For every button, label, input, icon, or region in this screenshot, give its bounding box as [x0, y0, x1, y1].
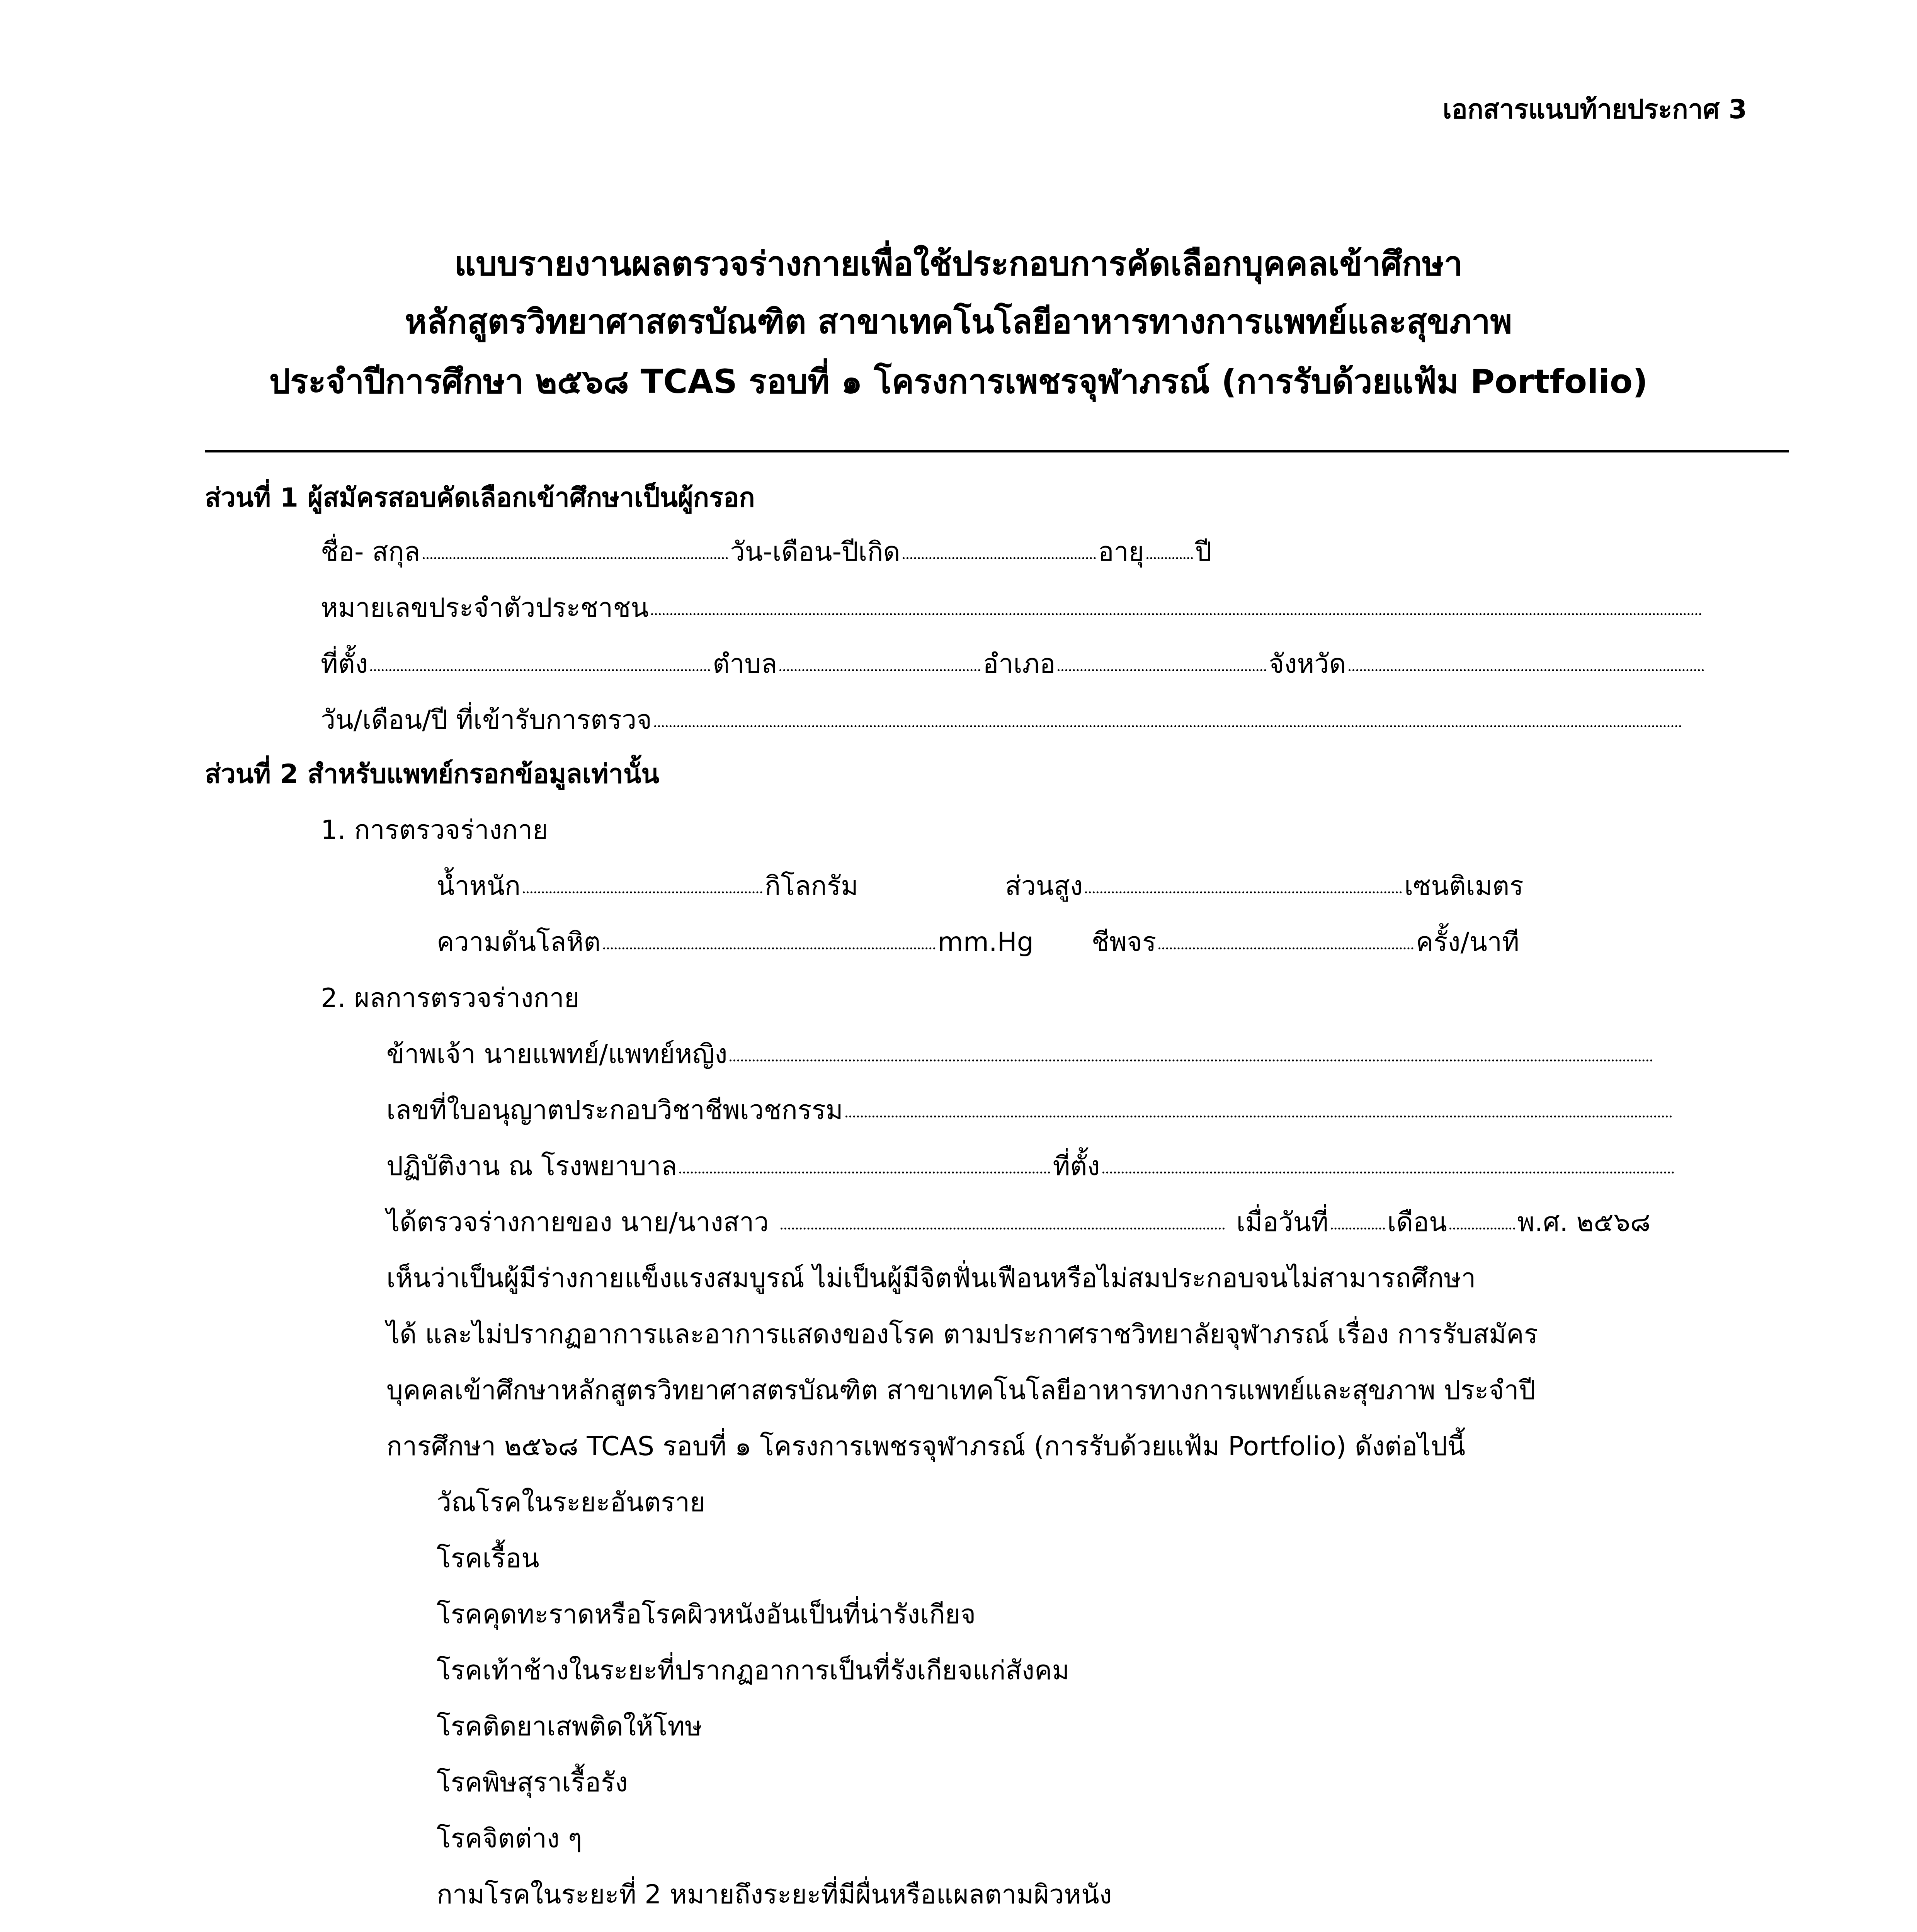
- age-unit: ปี: [1195, 537, 1212, 567]
- subdistrict-label: ตำบล: [713, 649, 777, 679]
- dob-field[interactable]: [903, 557, 1096, 559]
- exam-date-row: [321, 707, 1684, 733]
- doctor-label: ข้าพเจ้า นายแพทย์/แพทย์หญิง: [386, 1039, 728, 1070]
- province-label: จังหวัด: [1269, 649, 1346, 679]
- address-label: ที่ตั้ง: [321, 649, 368, 679]
- hospital-row: [386, 1153, 1677, 1180]
- id-field[interactable]: [651, 613, 1702, 615]
- pulse-field[interactable]: [1158, 947, 1414, 949]
- program-title: หลักสูตรวิทยาศาสตรบัณฑิต สาขาเทคโนโลยีอาหารทางการแพทย์และสุขภาพ: [405, 303, 1512, 341]
- dob-label: วัน-เดือน-ปีเกิด: [730, 537, 900, 567]
- disease-item: โรคจิตต่าง ๆ: [437, 1823, 582, 1854]
- address-row: [321, 651, 1706, 677]
- form-title: แบบรายงานผลตรวจร่างกายเพื่อใช้ประกอบการคัดเลือกบุคคลเข้าศึกษา: [454, 245, 1463, 283]
- id-label: หมายเลขประจำตัวประชาชน: [321, 593, 649, 623]
- license-row: [386, 1097, 1675, 1124]
- address-field[interactable]: [370, 669, 710, 671]
- declaration-line-2: ได้ และไม่ปรากฏอาการและอาการแสดงของโรค ตามประกาศราชวิทยาลัยจุฬาภรณ์ เรื่อง การรับสมัคร: [386, 1319, 1538, 1350]
- height-unit: เซนติเมตร: [1404, 871, 1524, 901]
- examinee-field[interactable]: [781, 1228, 1225, 1230]
- bp-unit: mm.Hg: [937, 927, 1034, 957]
- declaration-line-1: เห็นว่าเป็นผู้มีร่างกายแข็งแรงสมบูรณ์ ไม่เป็นผู้มีจิตฟั่นเฟือนหรือไม่สมประกอบจนไม่สามารถศึกษา: [386, 1263, 1476, 1294]
- district-field[interactable]: [1058, 669, 1266, 671]
- part2-heading: ส่วนที่ 2 สำหรับแพทย์กรอกข้อมูลเท่านั้น: [205, 759, 659, 789]
- section2-heading: 2. ผลการตรวจร่างกาย: [321, 983, 580, 1014]
- district-label: อำเภอ: [983, 649, 1056, 679]
- license-field[interactable]: [845, 1116, 1672, 1117]
- weight-unit: กิโลกรัม: [765, 871, 859, 901]
- year-round-title: ประจำปีการศึกษา ๒๕๖๘ TCAS รอบที่ ๑ โครงการเพชรจุฬาภรณ์ (การรับด้วยแฟ้ม Portfolio): [269, 362, 1648, 401]
- exam-month-field[interactable]: [1449, 1228, 1515, 1230]
- subdistrict-field[interactable]: [779, 669, 980, 671]
- examined-label: ได้ตรวจร่างกายของ นาย/นางสาว: [386, 1207, 769, 1238]
- name-dob-age-row: [321, 539, 1212, 565]
- disease-item: โรคติดยาเสพติดให้โทษ: [437, 1711, 702, 1742]
- height-label: ส่วนสูง: [1005, 871, 1083, 901]
- bp-pulse-row: [437, 929, 1519, 956]
- name-label: ชื่อ- สกุล: [321, 537, 420, 567]
- bp-field[interactable]: [603, 947, 936, 949]
- exam-date-field[interactable]: [654, 725, 1682, 727]
- weight-height-row: [437, 873, 1524, 900]
- disease-item: วัณโรคในระยะอันตราย: [437, 1487, 705, 1518]
- exam-day-field[interactable]: [1331, 1228, 1385, 1230]
- disease-item: โรคเรื้อน: [437, 1543, 539, 1574]
- section1-heading: 1. การตรวจร่างกาย: [321, 815, 548, 845]
- hospital-location-label: ที่ตั้ง: [1053, 1151, 1100, 1182]
- part1-heading: ส่วนที่ 1 ผู้สมัครสอบคัดเลือกเข้าศึกษาเป็นผู้กรอก: [205, 483, 755, 513]
- province-field[interactable]: [1349, 669, 1704, 671]
- exam-day-label: เมื่อวันที่: [1236, 1207, 1328, 1238]
- pulse-unit: ครั้ง/นาที: [1416, 927, 1519, 957]
- doctor-field[interactable]: [730, 1060, 1653, 1061]
- hospital-label: ปฏิบัติงาน ณ โรงพยาบาล: [386, 1151, 677, 1182]
- license-label: เลขที่ใบอนุญาตประกอบวิชาชีพเวชกรรม: [386, 1095, 843, 1126]
- exam-date-label: วัน/เดือน/ปี ที่เข้ารับการตรวจ: [321, 705, 652, 735]
- weight-label: น้ำหนัก: [437, 871, 521, 901]
- weight-field[interactable]: [523, 891, 762, 893]
- id-row: [321, 595, 1704, 621]
- disease-item: โรคพิษสุราเรื้อรัง: [437, 1767, 628, 1798]
- age-label: อายุ: [1098, 537, 1144, 567]
- doctor-row: [386, 1041, 1655, 1068]
- disease-item: โรคคุดทะราดหรือโรคผิวหนังอันเป็นที่น่ารังเกียจ: [437, 1599, 976, 1630]
- hospital-location-field[interactable]: [1102, 1172, 1674, 1173]
- document-reference: เอกสารแนบท้ายประกาศ 3: [1442, 94, 1747, 125]
- declaration-line-3: บุคคลเข้าศึกษาหลักสูตรวิทยาศาสตรบัณฑิต สาขาเทคโนโลยีอาหารทางการแพทย์และสุขภาพ ประจำปี: [386, 1375, 1536, 1406]
- hospital-field[interactable]: [679, 1172, 1050, 1173]
- examined-row: [386, 1209, 1650, 1236]
- exam-year: พ.ศ. ๒๕๖๘: [1517, 1207, 1651, 1238]
- disease-item: โรคเท้าช้างในระยะที่ปรากฏอาการเป็นที่รังเกียจแก่สังคม: [437, 1655, 1070, 1686]
- declaration-line-4: การศึกษา ๒๕๖๘ TCAS รอบที่ ๑ โครงการเพชรจุฬาภรณ์ (การรับด้วยแฟ้ม Portfolio) ดังต่อไปนี้: [386, 1431, 1466, 1462]
- pulse-label: ชีพจร: [1091, 927, 1157, 957]
- bp-label: ความดันโลหิต: [437, 927, 601, 957]
- name-field[interactable]: [423, 557, 728, 559]
- title-divider: [205, 450, 1789, 452]
- height-field[interactable]: [1085, 891, 1402, 893]
- exam-month-label: เดือน: [1387, 1207, 1447, 1238]
- disease-item: กามโรคในระยะที่ 2 หมายถึงระยะที่มีผื่นหรือแผลตามผิวหนัง: [437, 1879, 1112, 1910]
- age-field[interactable]: [1146, 557, 1193, 559]
